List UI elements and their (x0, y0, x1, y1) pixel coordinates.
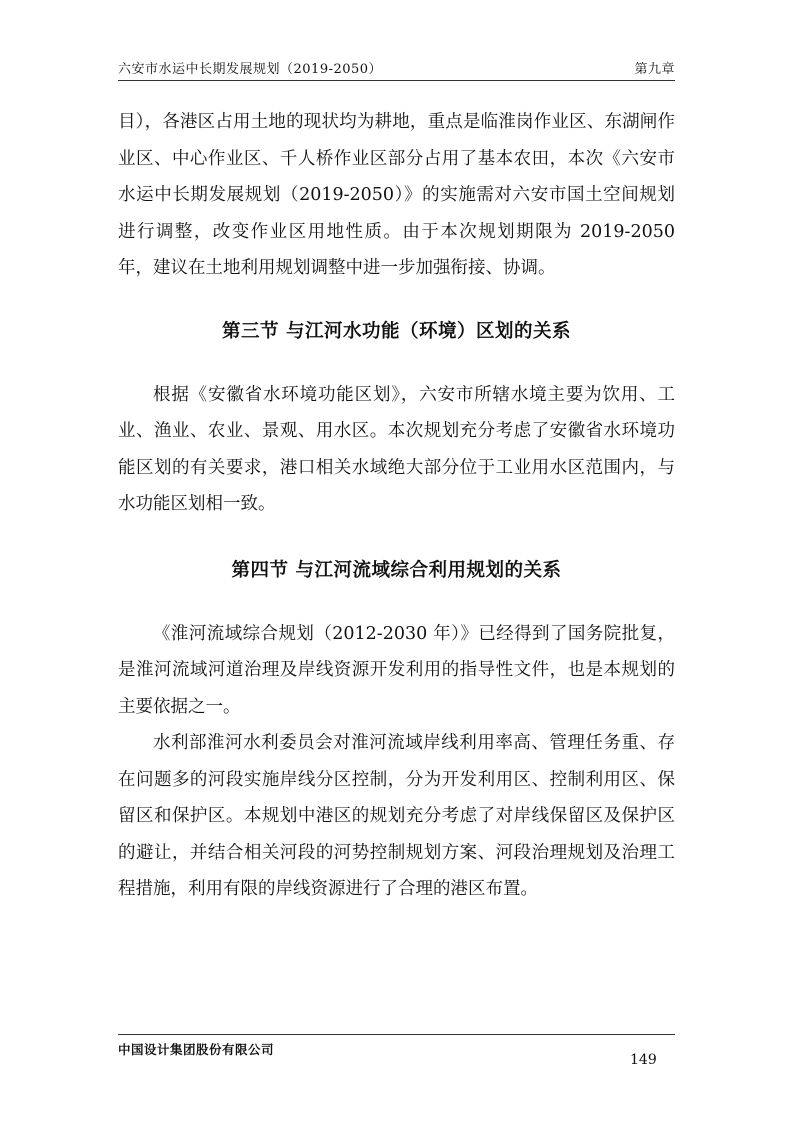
footer-divider (118, 1034, 675, 1035)
page-header (118, 56, 675, 78)
header-divider (118, 80, 675, 81)
paragraph-shoreline-control: 水利部淮河水利委员会对淮河流域岸线利用率高、管理任务重、存在问题多的河段实施岸线分区控制，分为开发利用区、控制利用区、保留区和保护区。本规划中港区的规划充分考虑了对岸线保留区及保护区的避让，并结合相关河段的河势控制规划方案、河段治理规划及治理工程措施，利用有限的岸线资源进行了合理的港区布置。 (118, 733, 675, 899)
page-number: 149 (630, 1052, 657, 1068)
chapter-label: 第九章 (634, 62, 675, 77)
paragraph-land-use: 目），各港区占用土地的现状均为耕地，重点是临淮岗作业区、东湖闸作业区、中心作业区、千人桥作业区部分占用了基本农田，本次《六安市水运中长期发展规划（2019-2050）》的实施需对六安市国土空间规划进行调整，改变作业区用地性质。由于本次规划期限为 2019-2050 年，建议在土地利用规划调整中进一步加强衔接、协调。 (118, 112, 675, 278)
paragraph-water-function: 根据《安徽省水环境功能区划》，六安市所辖水境主要为饮用、工业、渔业、农业、景观、用水区。本次规划充分考虑了安徽省水环境功能区划的有关要求，港口相关水域绝大部分位于工业用水区范围内，与水功能区划相一致。 (118, 384, 675, 514)
paragraph-huaihe-plan: 《淮河流域综合规划（2012-2030 年）》已经得到了国务院批复，是淮河流域河道治理及岸线资源开发利用的指导性文件，也是本规划的主要依据之一。 (118, 623, 675, 717)
section-3-heading: 第三节 与江河水功能（环境）区划的关系 (222, 320, 571, 342)
document-title: 六安市水运中长期发展规划（2019-2050） (118, 62, 383, 77)
page-body (118, 104, 675, 908)
section-4-heading: 第四节 与江河流域综合利用规划的关系 (231, 559, 562, 581)
company-name: 中国设计集团股份有限公司 (118, 1042, 275, 1057)
